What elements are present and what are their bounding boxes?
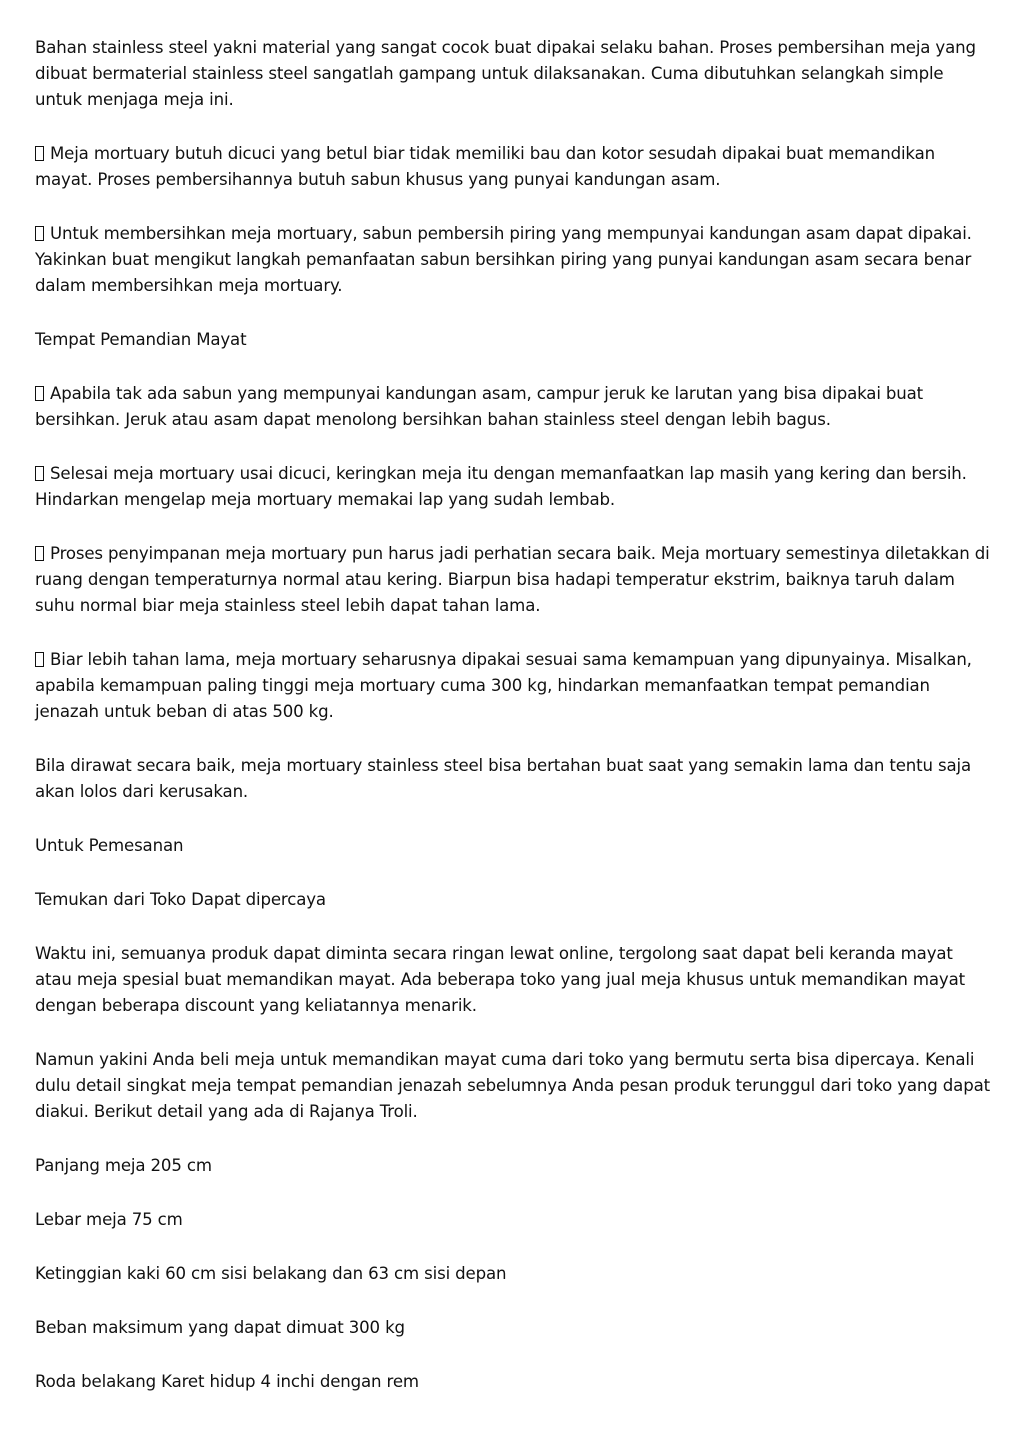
paragraph-text: Meja mortuary butuh dicuci yang betul biar tidak memiliki bau dan kotor sesudah dipakai buat memandikan mayat. Proses pembersihannya butuh sabun khusus yang punyai kandungan asam. xyxy=(35,144,935,189)
bullet-box-icon xyxy=(35,466,44,481)
paragraph-text: Untuk membersihkan meja mortuary, sabun pembersih piring yang mempunyai kandungan asam dapat dipakai. Yakinkan buat mengikut langkah pemanfaatan sabun bersihkan piring yang punyai kandungan asam secara benar dalam membersihkan meja mortuary. xyxy=(35,224,972,295)
paragraph: Bahan stainless steel yakni material yang sangat cocok buat dipakai selaku bahan. Proses pembersihan meja yang dibuat bermaterial stainless steel sangatlah gampang untuk dilaksanakan. Cuma dibutuhkan selangkah simple untuk menjaga meja ini. xyxy=(35,38,976,109)
bullet-paragraph xyxy=(35,381,990,433)
bullet-paragraph xyxy=(35,221,990,299)
paragraph-text: Proses penyimpanan meja mortuary pun harus jadi perhatian secara baik. Meja mortuary semestinya diletakkan di ruang dengan temperaturnya normal atau kering. Biarpun bisa hadapi temperatur ekstrim, baiknya taruh dalam suhu normal biar meja stainless steel lebih dapat tahan lama. xyxy=(35,544,990,615)
paragraph-text: Apabila tak ada sabun yang mempunyai kandungan asam, campur jeruk ke larutan yang bisa dipakai buat bersihkan. Jeruk atau asam dapat menolong bersihkan bahan stainless steel dengan lebih bagus. xyxy=(35,384,924,429)
spec-line: Roda belakang Karet hidup 4 inchi dengan rem xyxy=(35,1372,419,1391)
spec-line: Lebar meja 75 cm xyxy=(35,1210,183,1229)
paragraph-text: Selesai meja mortuary usai dicuci, keringkan meja itu dengan memanfaatkan lap masih yang kering dan bersih. Hindarkan mengelap meja mortuary memakai lap yang sudah lembab. xyxy=(35,464,967,509)
bullet-box-icon xyxy=(35,386,44,401)
bullet-paragraph xyxy=(35,647,990,725)
section-heading: Temukan dari Toko Dapat dipercaya xyxy=(35,890,326,909)
paragraph: Bila dirawat secara baik, meja mortuary stainless steel bisa bertahan buat saat yang semakin lama dan tentu saja akan lolos dari kerusakan. xyxy=(35,756,971,801)
bullet-box-icon xyxy=(35,226,44,241)
paragraph: Namun yakini Anda beli meja untuk memandikan mayat cuma dari toko yang bermutu serta bisa dipercaya. Kenali dulu detail singkat meja tempat pemandian jenazah sebelumnya Anda pesan produk terunggul dari toko yang dapat diakui. Berikut detail yang ada di Rajanya Troli. xyxy=(35,1050,990,1121)
bullet-paragraph xyxy=(35,141,990,193)
paragraph: Waktu ini, semuanya produk dapat diminta secara ringan lewat online, tergolong saat dapat beli keranda mayat atau meja spesial buat memandikan mayat. Ada beberapa toko yang jual meja khusus untuk memandikan mayat dengan beberapa discount yang keliatannya menarik. xyxy=(35,944,965,1015)
spec-line: Panjang meja 205 cm xyxy=(35,1156,212,1175)
spec-line: Ketinggian kaki 60 cm sisi belakang dan 63 cm sisi depan xyxy=(35,1264,507,1283)
section-heading: Tempat Pemandian Mayat xyxy=(35,330,247,349)
bullet-paragraph xyxy=(35,541,990,619)
paragraph-text: Biar lebih tahan lama, meja mortuary seharusnya dipakai sesuai sama kemampuan yang dipunyainya. Misalkan, apabila kemampuan paling tinggi meja mortuary cuma 300 kg, hindarkan memanfaatkan tempat pemandian jenazah untuk beban di atas 500 kg. xyxy=(35,650,972,721)
bullet-paragraph xyxy=(35,461,990,513)
document-body xyxy=(35,35,990,1423)
spec-line: Beban maksimum yang dapat dimuat 300 kg xyxy=(35,1318,405,1337)
bullet-box-icon xyxy=(35,652,44,667)
bullet-box-icon xyxy=(35,546,44,561)
bullet-box-icon xyxy=(35,146,44,161)
section-heading: Untuk Pemesanan xyxy=(35,836,184,855)
